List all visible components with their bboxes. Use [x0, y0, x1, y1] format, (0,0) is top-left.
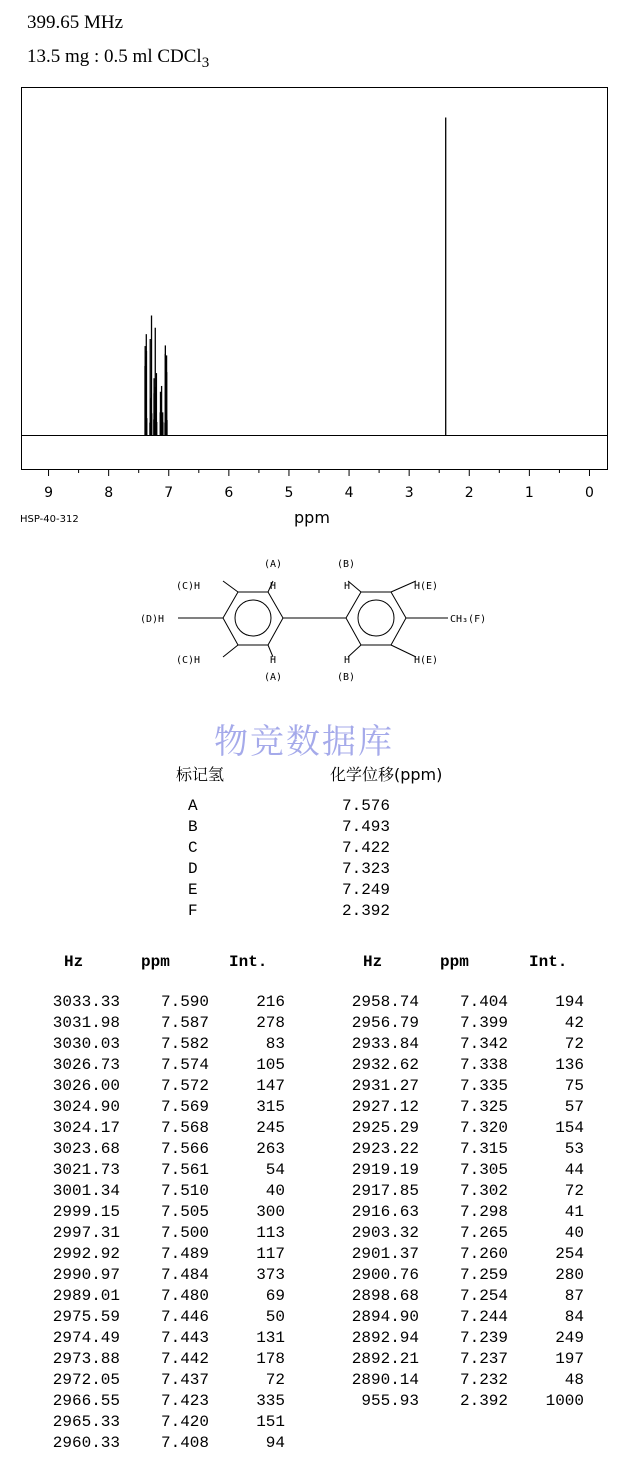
- peak-cell: 2927.12: [351, 1098, 419, 1116]
- assign-header-shift: 化学位移(ppm): [330, 765, 443, 784]
- peak-cell: 2974.49: [52, 1329, 120, 1347]
- peak-cell: 2892.21: [351, 1350, 419, 1368]
- peak-cell: 7.420: [160, 1413, 209, 1431]
- assign-header-label: 标记氢: [176, 765, 225, 784]
- peak-cell: 53: [564, 1140, 584, 1158]
- peak-cell: 955.93: [361, 1392, 419, 1410]
- x-tick-label: 9: [44, 485, 54, 501]
- peak-cell: 7.437: [160, 1371, 209, 1389]
- spectrometer-frequency: 399.65 MHz: [27, 12, 124, 33]
- assign-label: F: [188, 902, 198, 920]
- peak-header-right: Int.: [529, 953, 568, 971]
- x-axis-ticks: [44, 470, 594, 502]
- peak-cell: 2956.79: [351, 1014, 419, 1032]
- peak-cell: 7.399: [459, 1014, 508, 1032]
- spectrum-code: HSP-40-312: [20, 514, 79, 525]
- peak-cell: 7.404: [459, 993, 508, 1011]
- peak-cell: 94: [265, 1434, 285, 1452]
- peak-cell: 54: [265, 1161, 285, 1179]
- x-axis-label: ppm: [294, 508, 330, 527]
- peak-cell: 72: [564, 1035, 584, 1053]
- peak-cell: 131: [256, 1329, 285, 1347]
- peak-cell: 3030.03: [52, 1035, 120, 1053]
- peak-cell: 105: [256, 1056, 285, 1074]
- molecule-structure: [130, 555, 510, 735]
- peak-cell: 7.572: [160, 1077, 209, 1095]
- peak-cell: 7.342: [459, 1035, 508, 1053]
- peak-cell: 2916.63: [351, 1203, 419, 1221]
- peak-cell: 197: [555, 1350, 584, 1368]
- peak-cell: 7.320: [459, 1119, 508, 1137]
- peak-cell: 194: [555, 993, 584, 1011]
- label-e-top: H(E): [414, 581, 439, 592]
- x-tick-label: 8: [104, 485, 114, 501]
- peak-cell: 3001.34: [52, 1182, 120, 1200]
- h-a-top: H: [270, 581, 277, 592]
- label-f: CH₃(F): [450, 614, 487, 625]
- x-tick-label: 3: [404, 485, 414, 501]
- peak-cell: 2894.90: [351, 1308, 419, 1326]
- peak-cell: 2997.31: [52, 1224, 120, 1242]
- peak-cell: 2932.62: [351, 1056, 419, 1074]
- peak-cell: 249: [555, 1329, 584, 1347]
- peak-cell: 2917.85: [351, 1182, 419, 1200]
- peak-cell: 7.338: [459, 1056, 508, 1074]
- assign-shift: 7.493: [342, 818, 391, 836]
- peak-cell: 7.302: [459, 1182, 508, 1200]
- peak-header-right: Hz: [363, 953, 383, 971]
- peak-cell: 2925.29: [351, 1119, 419, 1137]
- x-tick-label: 4: [344, 485, 354, 501]
- peak-cell: 2966.55: [52, 1392, 120, 1410]
- peak-cell: 3023.68: [52, 1140, 120, 1158]
- peak-cell: 2958.74: [351, 993, 419, 1011]
- ring-1-aromatic: [235, 600, 271, 636]
- peak-cell: 7.480: [160, 1287, 209, 1305]
- peak-cell: 2999.15: [52, 1203, 120, 1221]
- label-b-bottom: (B): [337, 672, 356, 683]
- peak-cell: 216: [256, 993, 285, 1011]
- watermark: 物竞数据库: [214, 722, 394, 762]
- peak-cell: 154: [555, 1119, 584, 1137]
- peak-cell: 2898.68: [351, 1287, 419, 1305]
- assign-shift: 7.576: [342, 797, 391, 815]
- peak-cell: 335: [256, 1392, 285, 1410]
- peak-cell: 178: [256, 1350, 285, 1368]
- peak-cell: 7.305: [459, 1161, 508, 1179]
- peak-cell: 72: [265, 1371, 285, 1389]
- label-a-top: (A): [264, 559, 283, 570]
- label-a-bottom: (A): [264, 672, 283, 683]
- peak-cell: 7.574: [160, 1056, 209, 1074]
- peak-cell: 3031.98: [52, 1014, 120, 1032]
- peak-cell: 2960.33: [52, 1434, 120, 1452]
- peak-cell: 40: [564, 1224, 584, 1242]
- peak-cell: 7.484: [160, 1266, 209, 1284]
- x-tick-label: 2: [464, 485, 474, 501]
- assign-shift: 7.249: [342, 881, 391, 899]
- peak-cell: 41: [564, 1203, 584, 1221]
- peak-cell: 113: [256, 1224, 285, 1242]
- peak-cell: 2.392: [459, 1392, 508, 1410]
- peak-cell: 3024.90: [52, 1098, 120, 1116]
- assign-label: E: [188, 881, 198, 899]
- h-b-top: H: [344, 581, 351, 592]
- peak-header-left: Int.: [229, 953, 268, 971]
- label-d: (D)H: [140, 614, 165, 625]
- peak-cell: 42: [564, 1014, 584, 1032]
- peak-cell: 2901.37: [351, 1245, 419, 1263]
- peak-cell: 7.582: [160, 1035, 209, 1053]
- peak-cell: 7.561: [160, 1161, 209, 1179]
- peak-header-left: Hz: [64, 953, 84, 971]
- sample-text: 13.5 mg : 0.5 ml CDCl: [27, 46, 202, 67]
- peak-cell: 7.446: [160, 1308, 209, 1326]
- peak-cell: 7.442: [160, 1350, 209, 1368]
- peak-cell: 7.335: [459, 1077, 508, 1095]
- peak-cell: 278: [256, 1014, 285, 1032]
- bond-e-top: [391, 581, 416, 592]
- peak-cell: 2903.32: [351, 1224, 419, 1242]
- bond-c-bottom: [223, 645, 238, 657]
- peak-cell: 7.489: [160, 1245, 209, 1263]
- peak-cell: 7.587: [160, 1014, 209, 1032]
- peak-cell: 2992.92: [52, 1245, 120, 1263]
- peak-cell: 7.568: [160, 1119, 209, 1137]
- peak-header-right: ppm: [440, 953, 469, 971]
- label-c-bottom: (C)H: [176, 655, 201, 666]
- bond-c-top: [223, 581, 238, 592]
- peak-cell: 7.325: [459, 1098, 508, 1116]
- peak-cell: 2892.94: [351, 1329, 419, 1347]
- peak-cell: 2931.27: [351, 1077, 419, 1095]
- nmr-spectrum-chart: [0, 0, 626, 505]
- peak-cell: 3021.73: [52, 1161, 120, 1179]
- peak-cell: 3026.73: [52, 1056, 120, 1074]
- peak-cell: 373: [256, 1266, 285, 1284]
- peak-cell: 69: [265, 1287, 285, 1305]
- peak-cell: 84: [564, 1308, 584, 1326]
- peak-cell: 151: [256, 1413, 285, 1431]
- peak-cell: 7.237: [459, 1350, 508, 1368]
- peak-cell: 2919.19: [351, 1161, 419, 1179]
- h-b-bottom: H: [344, 655, 351, 666]
- ring-2-aromatic: [358, 600, 394, 636]
- label-c-top: (C)H: [176, 581, 201, 592]
- label-e-bottom: H(E): [414, 655, 439, 666]
- peak-cell: 2900.76: [351, 1266, 419, 1284]
- peak-cell: 2972.05: [52, 1371, 120, 1389]
- peak-cell: 7.254: [459, 1287, 508, 1305]
- peak-cell: 7.232: [459, 1371, 508, 1389]
- peak-cell: 3026.00: [52, 1077, 120, 1095]
- peak-cell: 3033.33: [52, 993, 120, 1011]
- x-tick-label: 5: [284, 485, 294, 501]
- h-a-bottom: H: [270, 655, 277, 666]
- peak-cell: 7.443: [160, 1329, 209, 1347]
- peak-cell: 315: [256, 1098, 285, 1116]
- peak-header-left: ppm: [141, 953, 170, 971]
- peak-cell: 2965.33: [52, 1413, 120, 1431]
- peak-cell: 263: [256, 1140, 285, 1158]
- assign-label: A: [188, 797, 198, 815]
- peak-cell: 57: [564, 1098, 584, 1116]
- peak-cell: 136: [555, 1056, 584, 1074]
- peak-cell: 7.265: [459, 1224, 508, 1242]
- peak-cell: 147: [256, 1077, 285, 1095]
- peak-cell: 254: [555, 1245, 584, 1263]
- peak-cell: 87: [564, 1287, 584, 1305]
- peak-cell: 7.423: [160, 1392, 209, 1410]
- peak-cell: 7.260: [459, 1245, 508, 1263]
- peak-cell: 3024.17: [52, 1119, 120, 1137]
- x-tick-label: 6: [224, 485, 234, 501]
- x-tick-label: 0: [585, 485, 594, 501]
- peak-cell: 245: [256, 1119, 285, 1137]
- assign-shift: 7.323: [342, 860, 391, 878]
- assign-label: C: [188, 839, 198, 857]
- bond-e-bottom: [391, 645, 416, 657]
- peak-cell: 117: [256, 1245, 285, 1263]
- assign-label: B: [188, 818, 198, 836]
- assign-shift: 7.422: [342, 839, 391, 857]
- peak-cell: 2923.22: [351, 1140, 419, 1158]
- spectrum-peaks: [145, 118, 446, 436]
- peak-cell: 2890.14: [351, 1371, 419, 1389]
- assign-shift: 2.392: [342, 902, 391, 920]
- peak-cell: 44: [564, 1161, 584, 1179]
- peak-cell: 40: [265, 1182, 285, 1200]
- peak-cell: 280: [555, 1266, 584, 1284]
- peak-cell: 7.259: [459, 1266, 508, 1284]
- peak-cell: 75: [564, 1077, 584, 1095]
- peak-cell: 7.239: [459, 1329, 508, 1347]
- sample-subscript: 3: [201, 55, 210, 71]
- peak-cell: 7.590: [160, 993, 209, 1011]
- peak-cell: 7.569: [160, 1098, 209, 1116]
- label-b-top: (B): [337, 559, 356, 570]
- peak-cell: 7.298: [459, 1203, 508, 1221]
- peak-cell: 7.315: [459, 1140, 508, 1158]
- peak-cell: 1000: [545, 1392, 584, 1410]
- peak-cell: 7.505: [160, 1203, 209, 1221]
- peak-cell: 48: [564, 1371, 584, 1389]
- peak-cell: 7.500: [160, 1224, 209, 1242]
- peak-cell: 2933.84: [351, 1035, 419, 1053]
- assign-label: D: [188, 860, 198, 878]
- peak-cell: 2989.01: [52, 1287, 120, 1305]
- peak-cell: 50: [265, 1308, 285, 1326]
- peak-cell: 7.244: [459, 1308, 508, 1326]
- peak-cell: 7.566: [160, 1140, 209, 1158]
- peak-cell: 83: [265, 1035, 285, 1053]
- peak-cell: 2973.88: [52, 1350, 120, 1368]
- peak-cell: 7.408: [160, 1434, 209, 1452]
- x-tick-label: 7: [164, 485, 174, 501]
- x-tick-label: 1: [524, 485, 534, 501]
- peak-cell: 300: [256, 1203, 285, 1221]
- peak-cell: 2990.97: [52, 1266, 120, 1284]
- peak-cell: 7.510: [160, 1182, 209, 1200]
- peak-cell: 72: [564, 1182, 584, 1200]
- plot-frame: [22, 88, 608, 470]
- peak-cell: 2975.59: [52, 1308, 120, 1326]
